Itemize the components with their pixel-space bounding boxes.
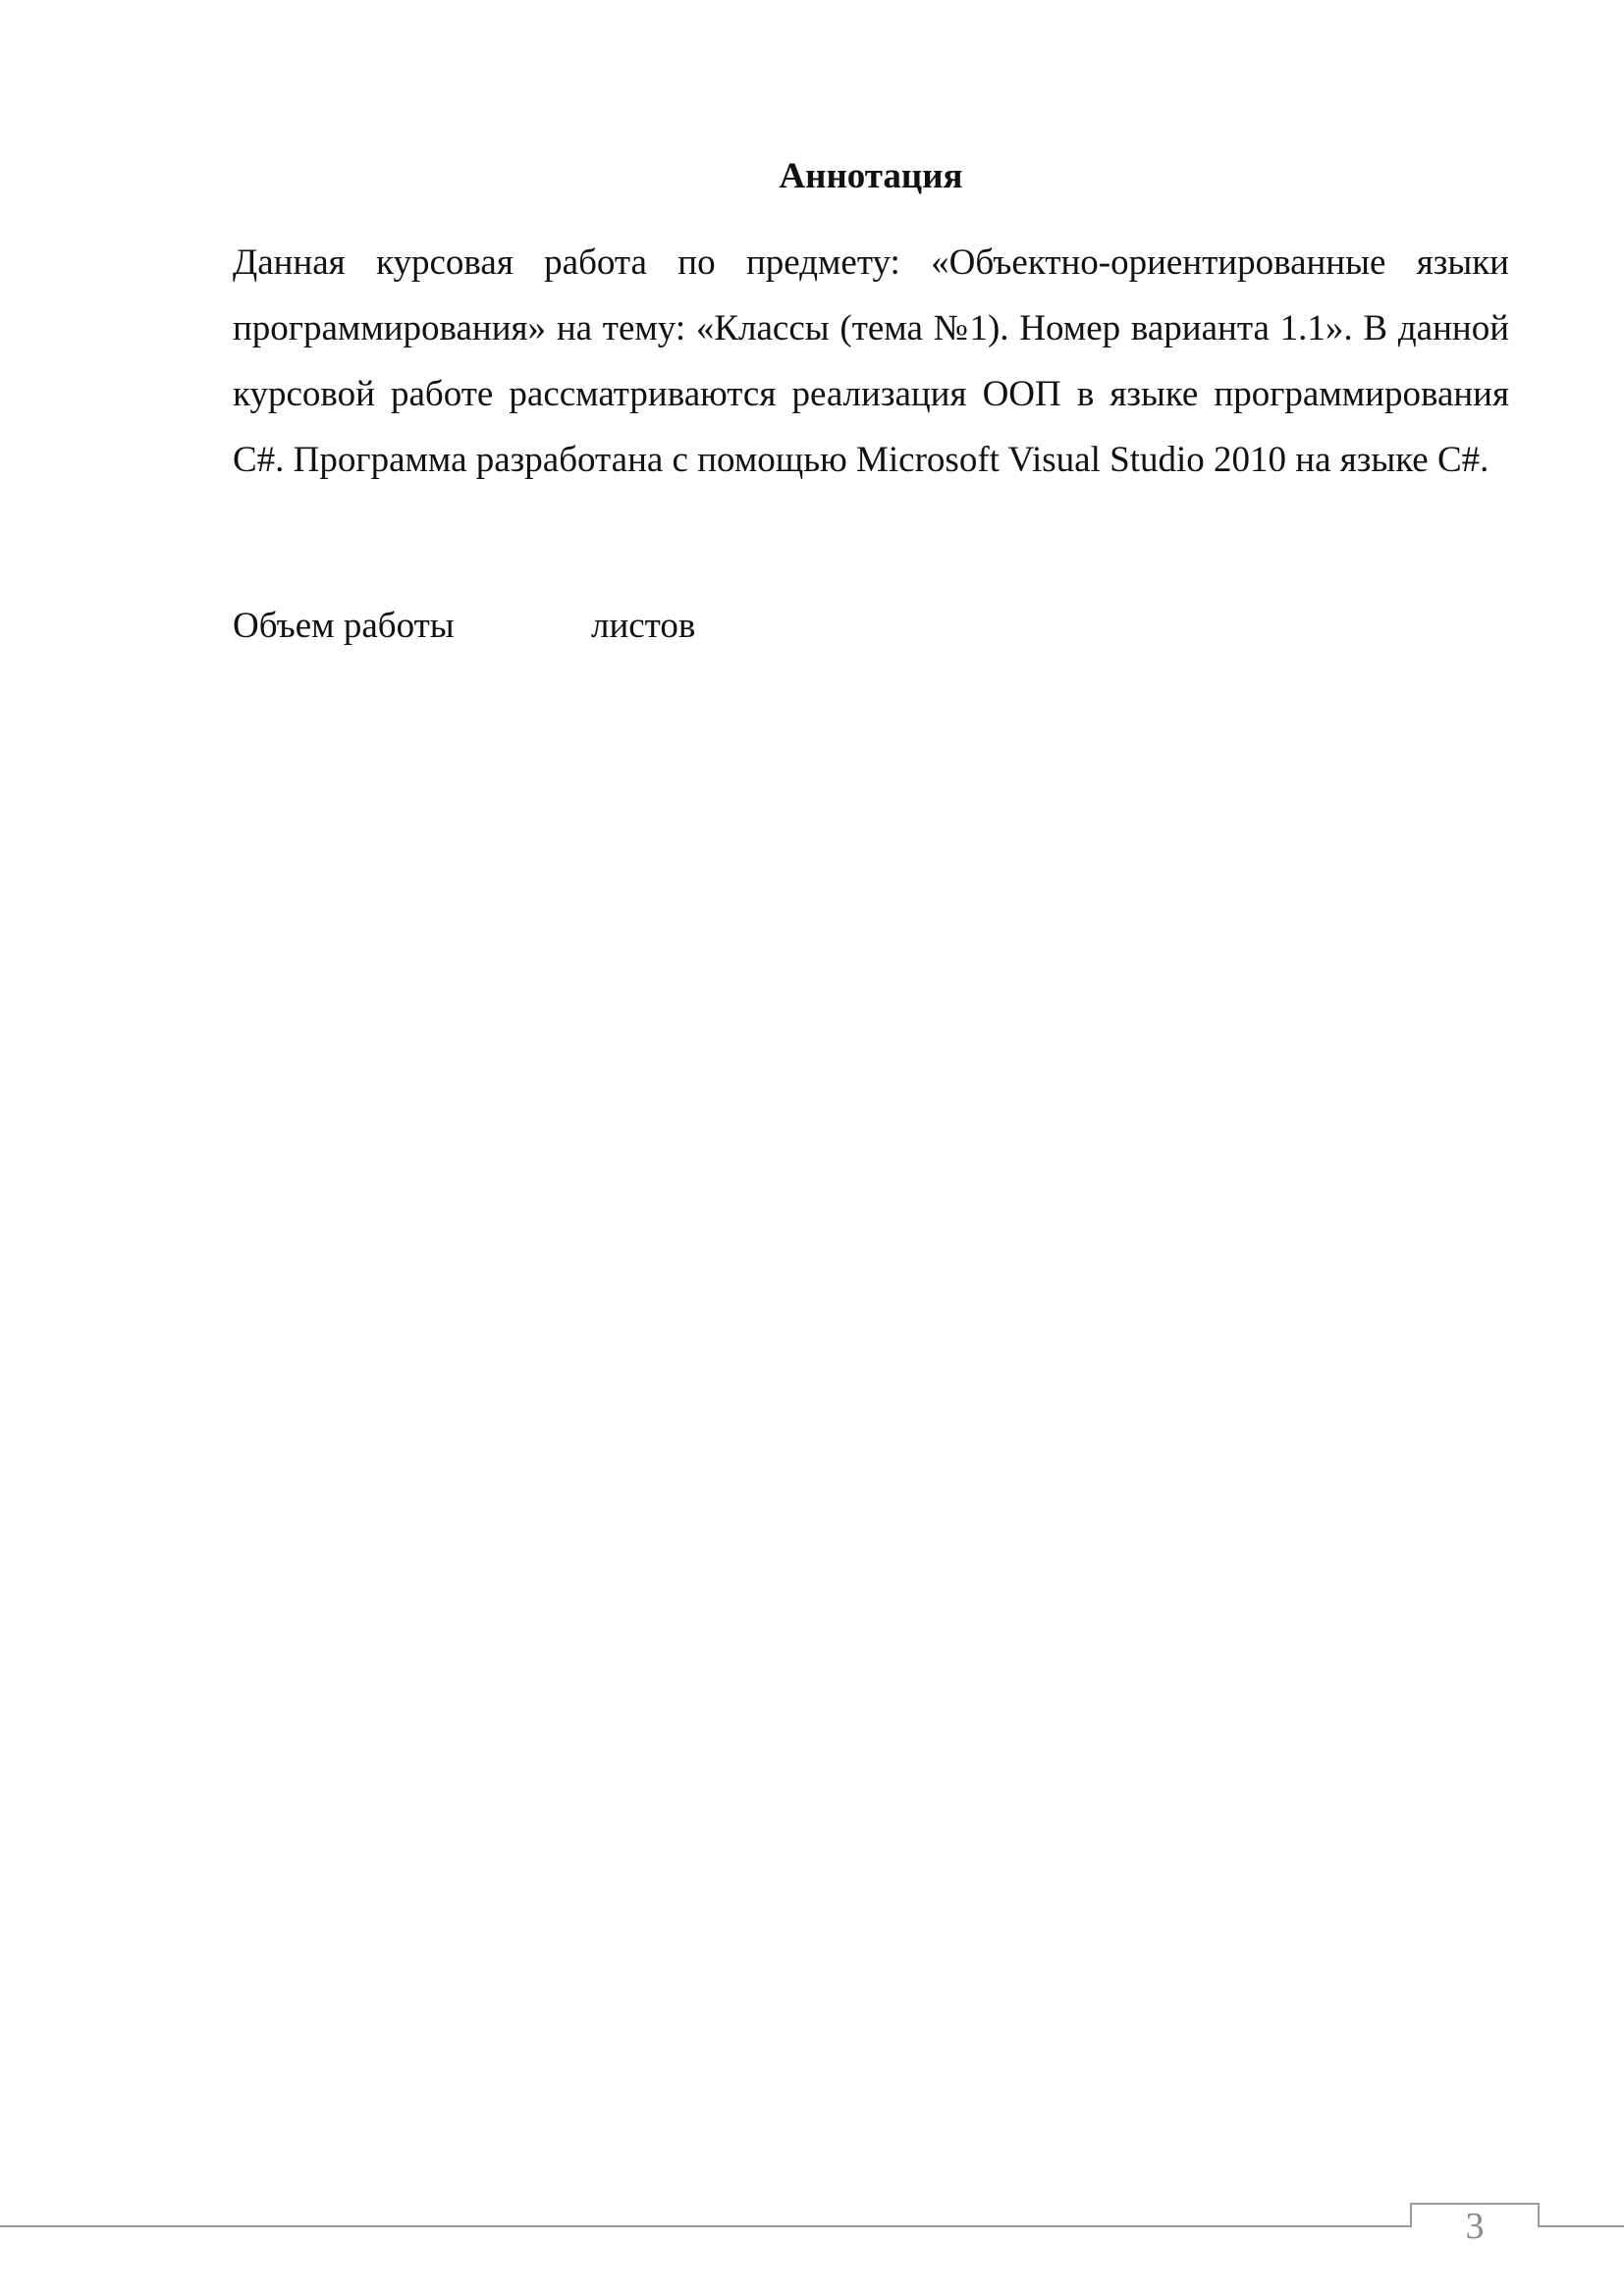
page-title: Аннотация (779, 156, 963, 196)
volume-unit: листов (591, 606, 696, 646)
footer-rule-right (1538, 2225, 1624, 2227)
footer-rule-left (0, 2225, 1410, 2227)
page-number: 3 (1465, 2206, 1485, 2247)
annotation-paragraph: Данная курсовая работа по предмету: «Объектно-ориентированные языки программирования» на тему: «Классы (тема №1). Номер варианта 1.1». В данной курсовой работе рассматриваются реализация ООП в языке программирования C#. Программа разработана с помощью Microsoft Visual Studio 2010 на языке C#. (233, 242, 1509, 480)
volume-label: Объем работы (233, 606, 455, 646)
volume-line (233, 597, 695, 656)
